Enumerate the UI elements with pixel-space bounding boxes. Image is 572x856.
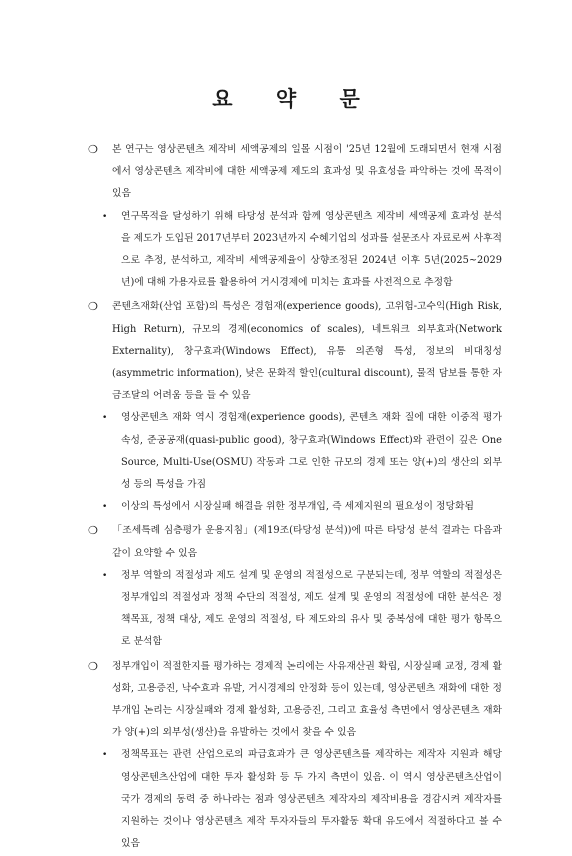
- circle-bullet-icon: ❍: [88, 524, 98, 538]
- summary-point: [88, 296, 502, 407]
- circle-bullet-icon: ❍: [88, 143, 98, 156]
- summary-text: 정책목표는 관련 산업으로의 파급효과가 큰 영상콘텐츠를 제작하는 제작자 지원과 해당 영상콘텐츠산업에 대한 투자 활성화 등 두 가지 측면이 있음. 이 역시 영상콘텐츠산업이 국가 경제의 동력 중 하나라는 점과 영상콘텐츠 제작자의 제작비용을 경감시켜 제작자를 지원하는 것이나 영상콘텐츠 제작 투자자들의 투자활동 확대 유도에서 적절하다고 볼 수 있음: [121, 749, 502, 850]
- summary-point: [88, 520, 502, 564]
- summary-subpoint: [102, 407, 502, 496]
- summary-text: 본 연구는 영상콘텐츠 제작비 세액공제의 일몰 시점이 '25년 12월에 도래되면서 현재 시점에서 영상콘텐츠 제작비에 대한 세액공제 제도의 효과성 및 유효성을 파악하는 것에 목적이 있음: [112, 144, 502, 200]
- summary-text: 영상콘텐츠 재화 역시 경험재(experience goods), 콘텐츠 재화 질에 대한 이중적 평가 속성, 준공공재(quasi-public good), 창구효과(Windows Effect)와 관련이 깊은 One Source, Multi-Use(OSMU) 작동과 그로 인한 규모의 경제 또는 양(+)의 생산의 외부성 등의 특성을 가짐: [121, 412, 502, 491]
- summary-text: 정부 역할의 적절성과 제도 설계 및 운영의 적절성으로 구분되는데, 정부 역할의 적절성은 정부개입의 적절성과 정책 수단의 적절성, 제도 설계 및 운영의 적절성에 대한 분석은 정책목표, 정책 대상, 제도 운영의 적절성, 타 제도와의 유사 및 중복성에 대한 평가 항목으로 분석함: [121, 569, 502, 648]
- summary-text: 「조세특례 심층평가 운용지침」(제19조(타당성 분석))에 따른 타당성 분석 결과는 다음과 같이 요약할 수 있음: [112, 525, 502, 559]
- dot-bullet-icon: •: [102, 413, 108, 424]
- summary-subpoint: [102, 565, 502, 654]
- dot-bullet-icon: •: [102, 502, 108, 513]
- summary-text: 연구목적을 달성하기 위해 타당성 분석과 함께 영상콘텐츠 제작비 세액공제 효과성 분석을 제도가 도입된 2017년부터 2023년까지 수혜기업의 성과를 설문조사 자료로써 사후적으로 추정, 분석하고, 제작비 세액공제율이 상향조정된 2024년 이후 5년(2025~2029년)에 대해 가용자료를 활용하여 거시경제에 미치는 효과를 사전적으로 추정함: [121, 210, 502, 289]
- summary-point: [88, 656, 502, 745]
- dot-bullet-icon: •: [102, 211, 108, 222]
- page-title: 요 약 문: [212, 87, 378, 111]
- summary-text: 이상의 특성에서 시장실패 해결을 위한 정부개입, 즉 세제지원의 필요성이 정당화됨: [121, 501, 474, 513]
- summary-subpoint: [102, 206, 502, 295]
- summary-text: 콘텐츠재화(산업 포함)의 특성은 경험재(experience goods), 고위험-고수익(High Risk, High Return), 규모의 경제(economics of scales), 네트워크 외부효과(Network Externality), 창구효과(Windows Effect), 유통 의존형 특성, 정보의 비대칭성(asymmetric information), 낮은 문화적 할인(cultural discount), 물적 담보를 통한 자금조달의 어려움 등을 들 수 있음: [112, 301, 502, 402]
- dot-bullet-icon: •: [102, 750, 108, 761]
- summary-text: 정부개입이 적절한지를 평가하는 경제적 논리에는 사유재산권 확립, 시장실패 교정, 경제 활성화, 고용증진, 낙수효과 유발, 거시경제의 안정화 등이 있는데, 영상콘텐츠 재화에 대한 정부개입 논리는 시장실패와 경제 활성화, 고용증진, 그리고 효율성 측면에서 영상콘텐츠 재화가 양(+)의 외부성(생산)을 유발하는 것에서 찾을 수 있음: [112, 660, 502, 739]
- circle-bullet-icon: ❍: [88, 659, 98, 673]
- summary-content: [0, 139, 572, 856]
- circle-bullet-icon: ❍: [88, 300, 98, 314]
- summary-subpoint: [102, 496, 502, 518]
- dot-bullet-icon: •: [102, 570, 108, 581]
- summary-point: [88, 139, 502, 206]
